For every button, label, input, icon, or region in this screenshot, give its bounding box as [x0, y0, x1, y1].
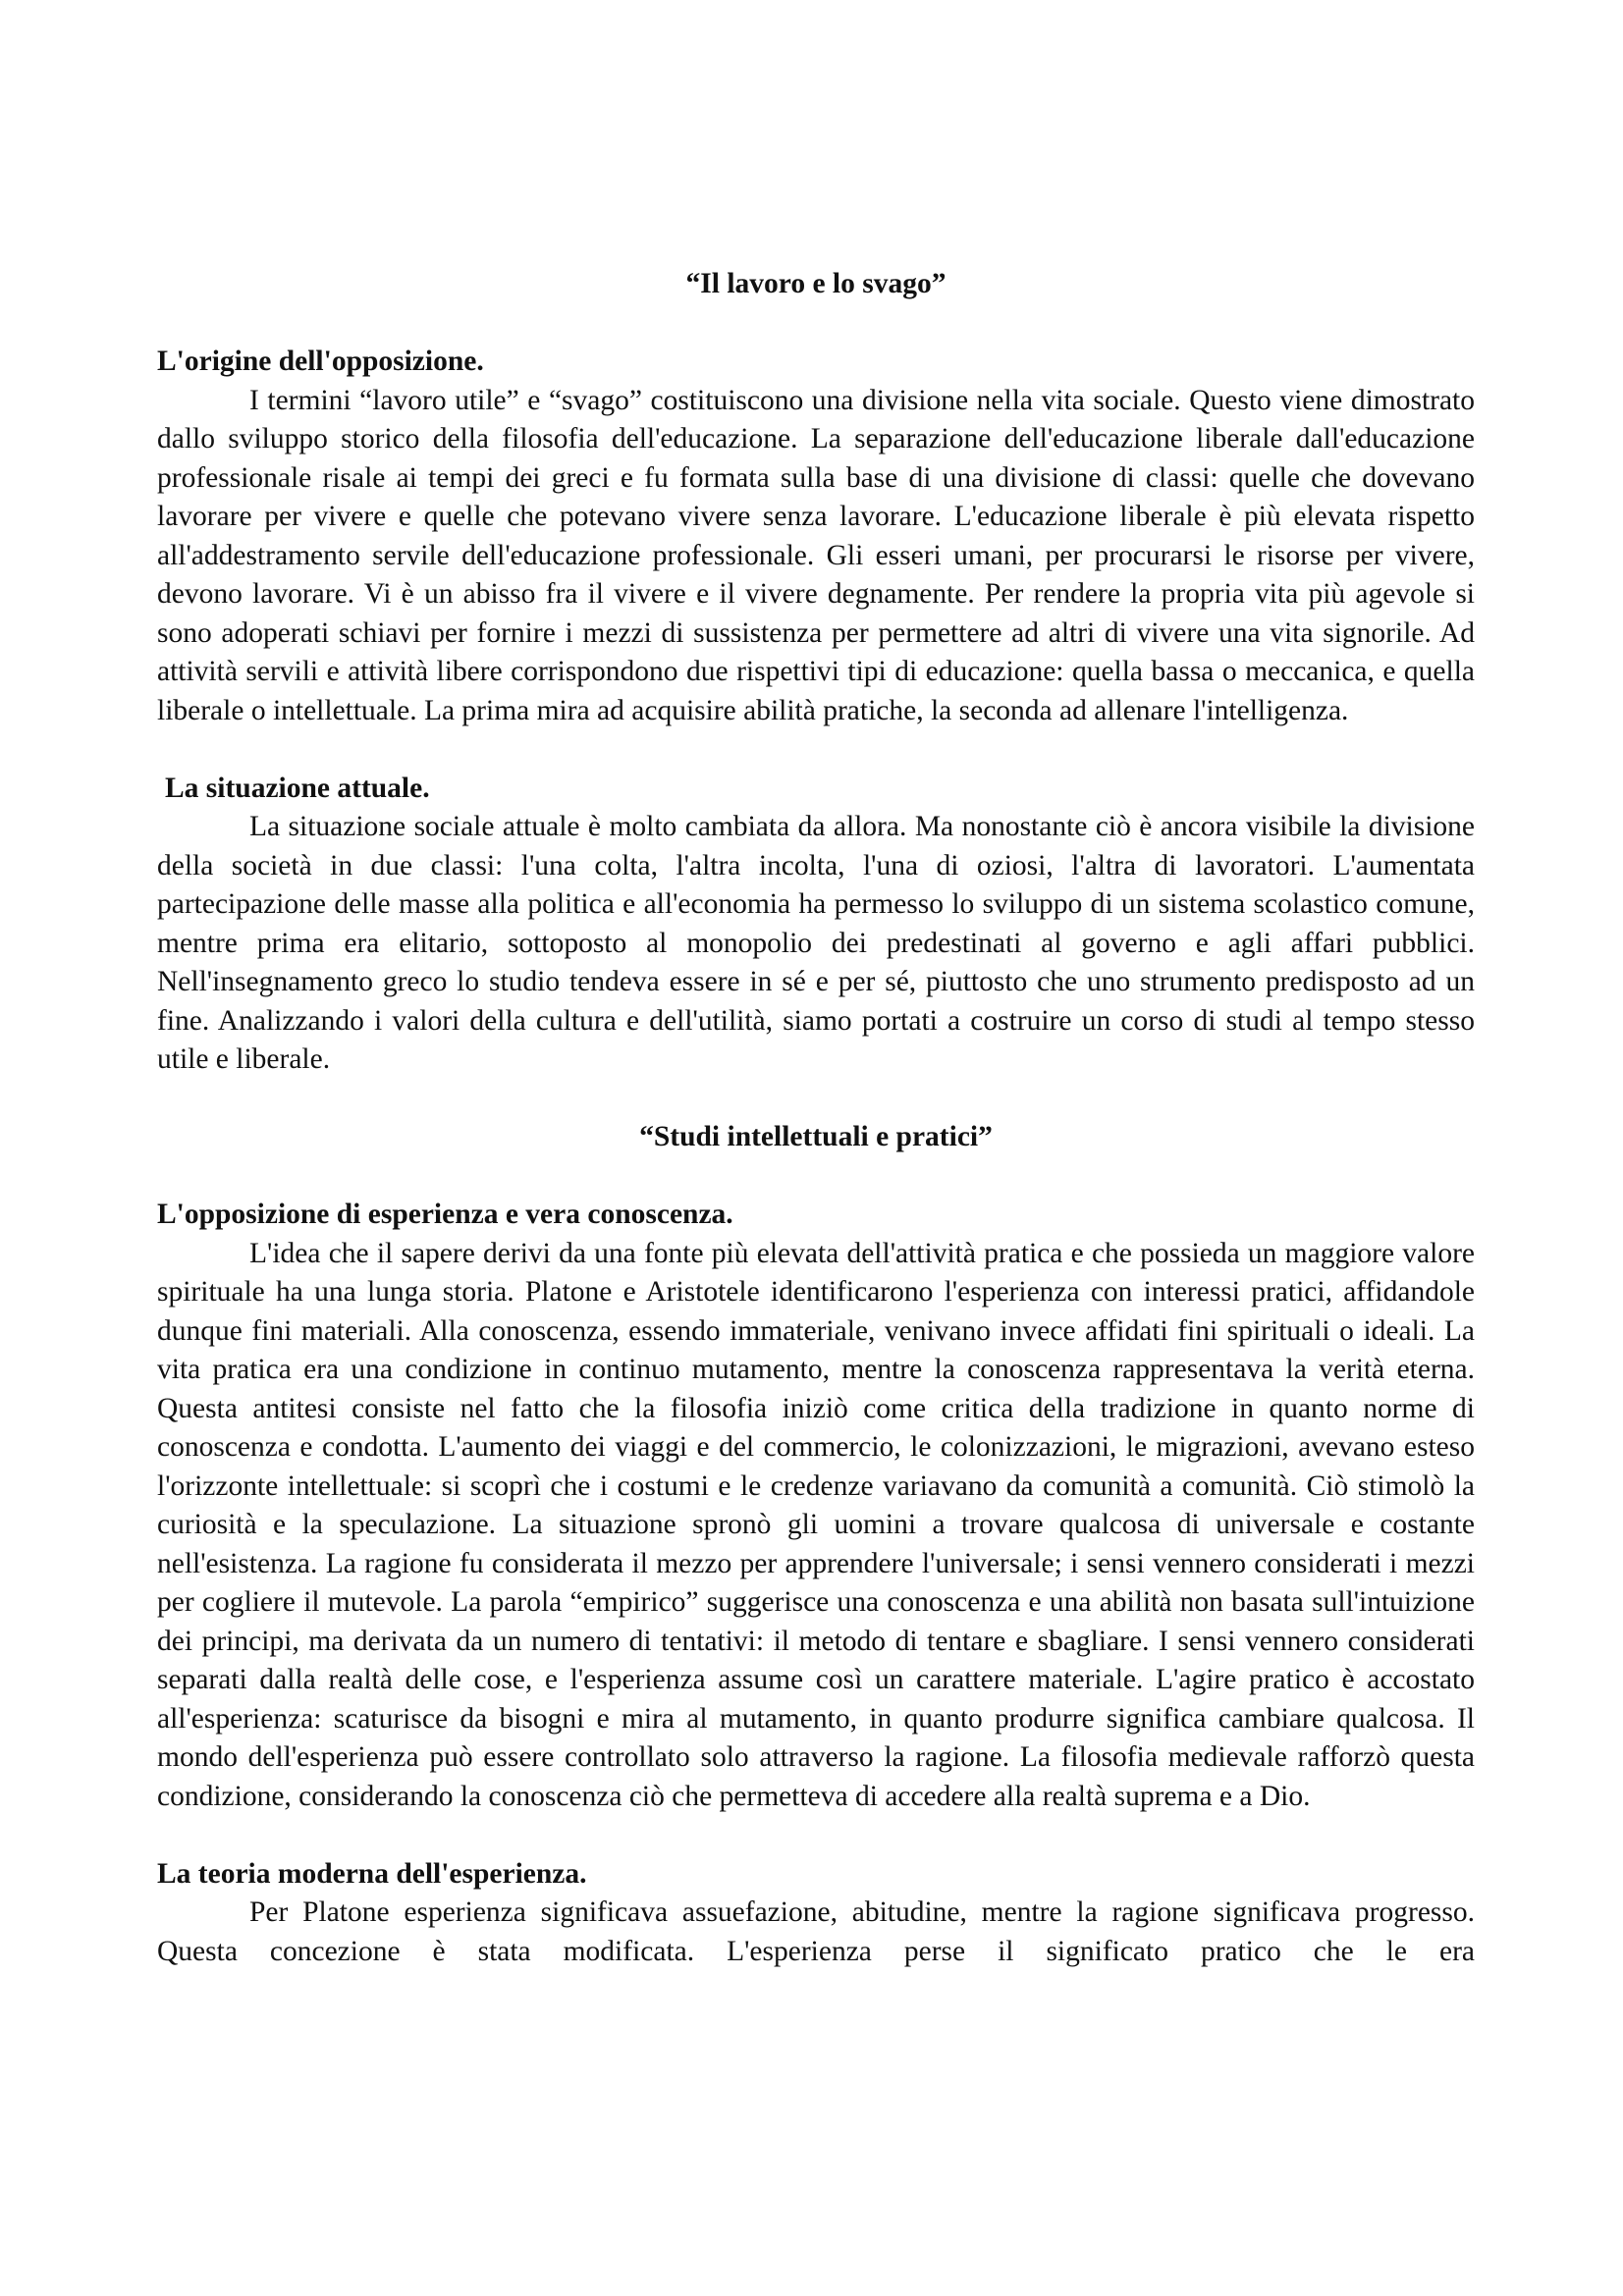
heading-opposizione-esperienza: L'opposizione di esperienza e vera conoscenza.: [157, 1199, 733, 1230]
heading-situazione-attuale: La situazione attuale.: [165, 772, 430, 804]
spacer: [157, 730, 1475, 770]
spacer: [157, 304, 1475, 344]
section-title-lavoro-svago: “Il lavoro e lo svago”: [685, 268, 947, 299]
paragraph-origine-opposizione: I termini “lavoro utile” e “svago” costituiscono una divisione nella vita sociale. Questo viene dimostrato dallo sviluppo storico della filosofia dell'educazione. La separazione dell'educazione liberale dall'educazione professionale risale ai tempi dei greci e fu formata sulla base di una divisione di classi: quelle che dovevano lavorare per vivere e quelle che potevano vivere senza lavorare. L'educazione liberale è più elevata rispetto all'addestramento servile dell'educazione professionale. Gli esseri umani, per procurarsi le risorse per vivere, devono lavorare. Vi è un abisso fra il vivere e il vivere degnamente. Per rendere la propria vita più agevole si sono adoperati schiavi per fornire i mezzi di sussistenza per permettere ad altri di vivere una vita signorile. Ad attività servili e attività libere corrispondono due rispettivi tipi di educazione: quella bassa o meccanica, e quella liberale o intellettuale. La prima mira ad acquisire abilità pratiche, la seconda ad allenare l'intelligenza.: [157, 384, 1475, 726]
paragraph-teoria-moderna: Per Platone esperienza significava assuefazione, abitudine, mentre la ragione significava progresso. Questa concezione è stata modificata. L'esperienza perse il significato pratico che le era: [157, 1896, 1475, 1967]
heading-origine-opposizione: L'origine dell'opposizione.: [157, 346, 484, 377]
heading-teoria-moderna: La teoria moderna dell'esperienza.: [157, 1857, 587, 1890]
paragraph-opposizione-esperienza: L'idea che il sapere derivi da una fonte più elevata dell'attività pratica e che possieda un maggiore valore spirituale ha una lunga storia. Platone e Aristotele identificarono l'esperienza con interessi pratici, affidandole dunque fini materiali. Alla conoscenza, essendo immateriale, venivano invece affidati fini spirituali o ideali. La vita pratica era una condizione in continuo mutamento, mentre la conoscenza rappresentava la verità eterna. Questa antitesi consiste nel fatto che la filosofia iniziò come critica della tradizione in quanto norme di conoscenza e condotta. L'aumento dei viaggi e del commercio, le colonizzazioni, le migrazioni, avevano esteso l'orizzonte intellettuale: si scoprì che i costumi e le credenze variavano da comunità a comunità. Ciò stimolò la curiosità e la speculazione. La situazione spronò gli uomini a trovare qualcosa di universale e costante nell'esistenza. La ragione fu considerata il mezzo per apprendere l'universale; i sensi vennero considerati i mezzi per cogliere il mutevole. La parola “empirico” suggerisce una conoscenza e una abilità non basata sull'intuizione dei principi, ma derivata da un numero di tentativi: il metodo di tentare e sbagliare. I sensi vennero considerati separati dalla realtà delle cose, e l'esperienza assume così un carattere materiale. L'agire pratico è accostato all'esperienza: scaturisce da bisogni e mira al mutamento, in quanto produrre significa cambiare qualcosa. Il mondo dell'esperienza può essere controllato solo attraverso la ragione. La filosofia medievale rafforzò questa condizione, considerando la conoscenza ciò che permetteva di accedere alla realtà suprema e a Dio.: [157, 1237, 1475, 1812]
paragraph-situazione-attuale: La situazione sociale attuale è molto cambiata da allora. Ma nonostante ciò è ancora visibile la divisione della società in due classi: l'una colta, l'altra incolta, l'una di oziosi, l'altra di lavoratori. L'aumentata partecipazione delle masse alla politica e all'economia ha permesso lo sviluppo di un sistema scolastico comune, mentre prima era elitario, sottoposto al monopolio dei predestinati al governo e agli affari pubblici. Nell'insegnamento greco lo studio tendeva essere in sé e per sé, piuttosto che uno strumento predisposto ad un fine. Analizzando i valori della cultura e dell'utilità, siamo portati a costruire un corso di studi al tempo stesso utile e liberale.: [157, 811, 1475, 1075]
document-page: [157, 265, 1475, 1971]
spacer: [157, 1816, 1475, 1855]
section-title-studi-intellettuali: “Studi intellettuali e pratici”: [639, 1121, 993, 1152]
spacer: [157, 1157, 1475, 1197]
spacer: [157, 1080, 1475, 1119]
